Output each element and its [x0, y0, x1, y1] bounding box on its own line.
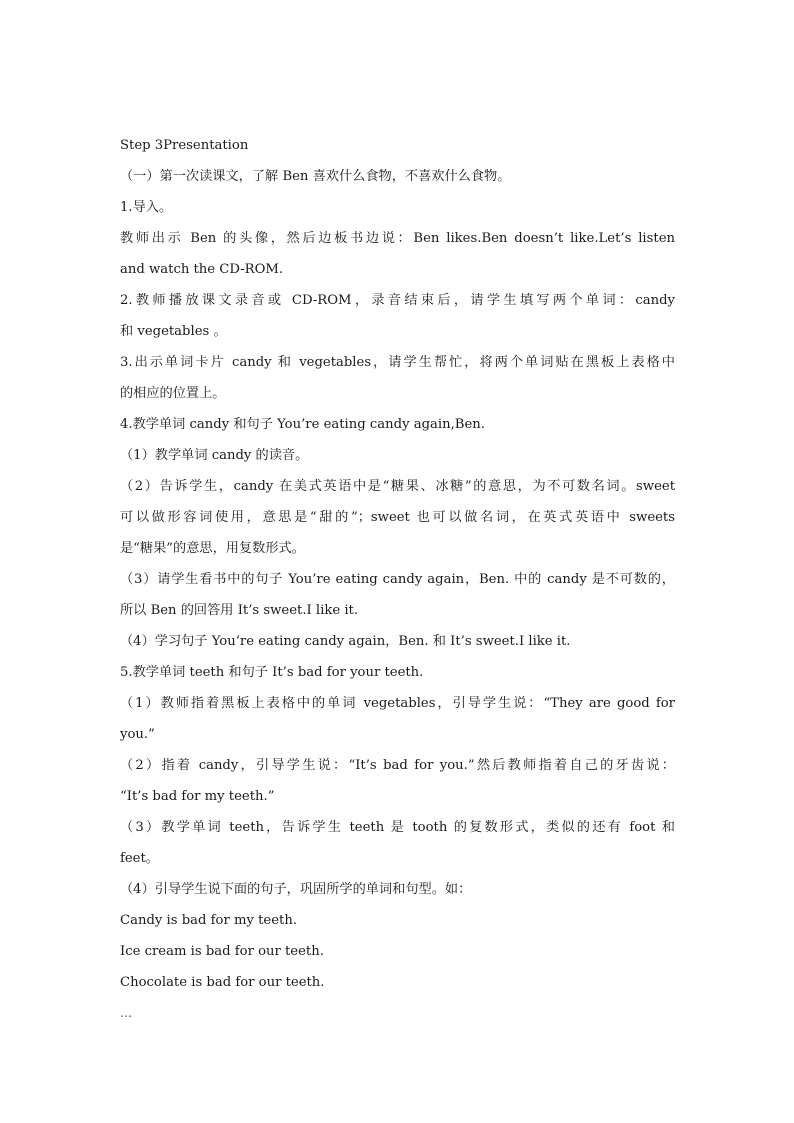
paragraph-line: （1）教学单词 candy 的读音。 — [120, 448, 309, 463]
paragraph-line: and watch the CD-ROM. — [120, 262, 284, 277]
paragraph-line: 和 vegetables 。 — [120, 324, 227, 339]
document-body — [120, 130, 675, 1029]
paragraph-line: 教师出示 Ben 的头像，然后边板书边说：Ben likes.Ben doesn’t like.Let’s listen — [120, 231, 675, 246]
paragraph-line: 是“糖果”的意思，用复数形式。 — [120, 541, 305, 556]
example-sentence: Ice cream is bad for our teeth. — [120, 944, 324, 959]
example-sentence: Candy is bad for my teeth. — [120, 913, 298, 928]
paragraph-line: （3）教学单词 teeth，告诉学生 teeth 是 tooth 的复数形式，类似的还有 foot 和 — [120, 820, 675, 835]
example-sentence: Chocolate is bad for our teeth. — [120, 975, 325, 990]
step-heading: Step 3Presentation — [120, 138, 249, 153]
ellipsis: … — [120, 1006, 132, 1020]
paragraph-line: （1）教师指着黑板上表格中的单词 vegetables，引导学生说：“They are good for — [120, 696, 675, 711]
paragraph-line: 5.教学单词 teeth 和句子 It’s bad for your teeth. — [120, 665, 424, 680]
paragraph-line: “It’s bad for my teeth.” — [120, 789, 275, 804]
paragraph-line: 所以 Ben 的回答用 It’s sweet.I like it. — [120, 603, 359, 618]
paragraph-line: 2.教师播放课文录音或 CD-ROM，录音结束后，请学生填写两个单词：candy — [120, 293, 675, 308]
paragraph-line: you.” — [120, 727, 155, 742]
paragraph-line: （4）引导学生说下面的句子，巩固所学的单词和句型。如： — [120, 882, 472, 897]
paragraph-line: （2）指着 candy，引导学生说：“It’s bad for you.”然后教师指着自己的牙齿说： — [120, 758, 675, 773]
paragraph-line: （4）学习句子 You’re eating candy again，Ben. 和 It’s sweet.I like it. — [120, 634, 571, 649]
paragraph-line: 1.导入。 — [120, 200, 173, 215]
paragraph-line: （2）告诉学生，candy 在美式英语中是“糖果、冰糖”的意思，为不可数名词。sweet — [120, 479, 675, 494]
paragraph-line: 3.出示单词卡片 candy 和 vegetables，请学生帮忙，将两个单词贴在黑板上表格中 — [120, 355, 675, 370]
paragraph-line: 可以做形容词使用，意思是“甜的”；sweet 也可以做名词，在英式英语中 sweets — [120, 510, 675, 525]
paragraph-line: （3）请学生看书中的句子 You’re eating candy again，Ben. 中的 candy 是不可数的， — [120, 572, 675, 587]
paragraph-line: 4.教学单词 candy 和句子 You’re eating candy again,Ben. — [120, 417, 485, 432]
paragraph-line: 的相应的位置上。 — [120, 386, 226, 401]
section-heading: （一）第一次读课文，了解 Ben 喜欢什么食物，不喜欢什么食物。 — [120, 169, 511, 184]
paragraph-line: feet。 — [120, 851, 159, 866]
